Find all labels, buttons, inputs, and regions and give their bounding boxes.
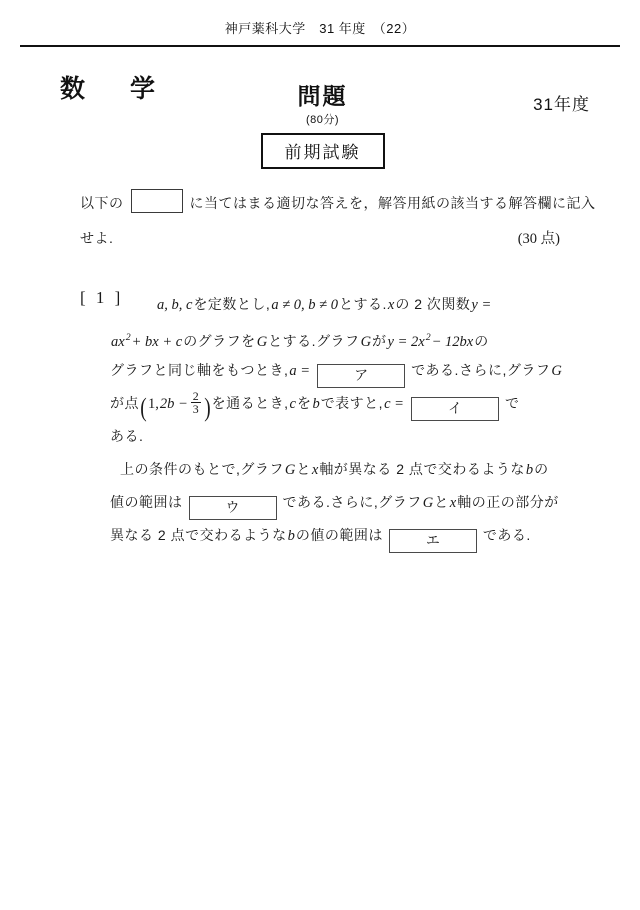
text-p1-l2-c: のグラフを: [183, 332, 256, 349]
math-c-equals: c =: [384, 396, 404, 412]
answer-box-u[interactable]: ウ: [189, 496, 277, 520]
problem-paragraph-2: [80, 453, 580, 552]
exam-duration: (80分): [305, 114, 340, 127]
math-y-equals: y =: [471, 297, 492, 313]
text-p1-l3-a: グラフと同じ軸をもつとき,: [110, 362, 289, 378]
text-p2-l2-b: である.: [282, 494, 331, 510]
problem-1: [80, 288, 580, 552]
text-p1-l3-e: グラフ: [506, 362, 551, 378]
text-p2-l1-h: の: [534, 461, 549, 477]
math-x: x: [387, 297, 395, 313]
problem-line-3: [80, 354, 580, 387]
text-p2-l2-h: 軸の正の部分が: [457, 494, 559, 510]
page-title: 問題: [297, 83, 348, 109]
math-G-3: G: [551, 363, 562, 379]
instructions-block: [80, 186, 596, 256]
problem-line-6: [80, 453, 580, 486]
problem-line-2: [80, 321, 580, 354]
open-paren: (: [140, 391, 147, 422]
problem-line-7: [80, 486, 580, 519]
exam-year: 31年度: [533, 95, 590, 114]
text-p1-l1-b: を定数とし,: [193, 296, 271, 312]
text-p1-l2-e: とする.: [268, 332, 317, 349]
text-p1-l2-k: の: [474, 332, 489, 349]
text-p1-l4-a: が点: [110, 395, 139, 411]
problem-line-4: [80, 387, 580, 420]
problem-marker: [ 1 ]: [80, 288, 124, 307]
subject-title: 数 学: [60, 75, 166, 103]
text-p2-l3-d: である.: [482, 527, 531, 543]
text-p1-l2-h: が: [372, 332, 387, 349]
text-p2-l2-c: さらに,: [330, 494, 379, 510]
text-p1-l2-f: グラフ: [316, 332, 360, 349]
math-y2x: y = 2x: [387, 333, 425, 350]
text-p2-l2-a: 値の範囲は: [110, 494, 183, 510]
instructions-text-before: 以下の: [80, 195, 124, 211]
math-conditions: a ≠ 0, b ≠ 0: [271, 297, 338, 313]
math-b-1: b: [312, 396, 320, 412]
center-title-group: [215, 84, 430, 169]
text-p2-l3-a: 異なる 2 点で交わるような: [110, 527, 287, 543]
text-p1-l1-d: とする.: [339, 296, 387, 312]
answer-box-i[interactable]: イ: [411, 397, 499, 421]
text-p1-l4-h: で: [504, 395, 520, 411]
math-minus12bx: − 12bx: [431, 333, 474, 350]
instructions-text-tail: せよ.: [80, 230, 114, 246]
math-G-4: G: [284, 462, 296, 478]
math-x-2: x: [311, 462, 319, 478]
math-b-3: b: [287, 528, 295, 544]
instructions-line-1: [80, 186, 596, 221]
text-p1-l3-c: である.: [411, 362, 459, 378]
math-abc: a, b, c: [157, 297, 193, 313]
text-p2-l1-f: 軸が異なる 2 点で交わるような: [319, 461, 525, 477]
text-p1-l4-b: を通るとき,: [211, 395, 289, 411]
text-p2-l1-b: グラフ: [240, 461, 284, 477]
running-head: 神戸薬科大学 31 年度 （22）: [224, 21, 416, 36]
text-p1-l1-f: の 2 次関数: [395, 296, 471, 312]
exam-type-badge: 前期試験: [261, 133, 385, 169]
title-band: [0, 62, 640, 182]
problem-line-5: [80, 420, 580, 453]
math-point-y: 2b −: [159, 396, 188, 412]
math-G-1: G: [256, 333, 268, 350]
text-p2-l1-d: と: [296, 461, 311, 477]
fraction-denominator: 3: [192, 401, 199, 416]
math-exponent-2b: 2: [425, 332, 431, 343]
math-x-3: x: [449, 495, 457, 511]
text-p1-l3-d: さらに,: [458, 362, 507, 378]
problem-paragraph-1: [80, 288, 580, 453]
math-G-2: G: [360, 333, 372, 350]
math-ax: ax: [111, 333, 125, 350]
math-c-1: c: [289, 396, 296, 412]
answer-box-a[interactable]: ア: [317, 364, 405, 388]
text-p1-l4-f: で表すと,: [320, 395, 384, 411]
fraction-two-thirds: [191, 390, 201, 416]
answer-box-e[interactable]: エ: [389, 529, 477, 553]
header-divider: [20, 45, 620, 47]
math-exponent-2a: 2: [125, 332, 131, 343]
sample-answer-box: [131, 189, 183, 213]
math-G-5: G: [422, 495, 434, 511]
math-b-2: b: [525, 462, 534, 478]
fraction-numerator: 2: [192, 388, 199, 403]
instructions-text-after: に当てはまる適切な答えを，解答用紙の該当する解答欄に記入: [189, 195, 596, 211]
math-point-x: 1,: [147, 396, 159, 412]
text-p2-l3-c: の値の範囲は: [295, 527, 383, 543]
text-p1-l4-d: を: [296, 395, 312, 411]
text-p1-l5: ある.: [110, 428, 144, 444]
math-bx-c: + bx + c: [131, 333, 183, 350]
problem-line-1: [80, 288, 580, 321]
text-p2-l2-d: グラフ: [378, 494, 422, 510]
instructions-line-2: [80, 221, 560, 256]
text-p2-l2-f: と: [434, 494, 449, 510]
math-a-equals: a =: [289, 363, 311, 379]
close-paren: ): [203, 391, 211, 422]
points-value: (30 点): [517, 231, 560, 247]
text-p2-l1-a: 上の条件のもとで,: [120, 461, 241, 477]
problem-line-8: [80, 519, 580, 552]
